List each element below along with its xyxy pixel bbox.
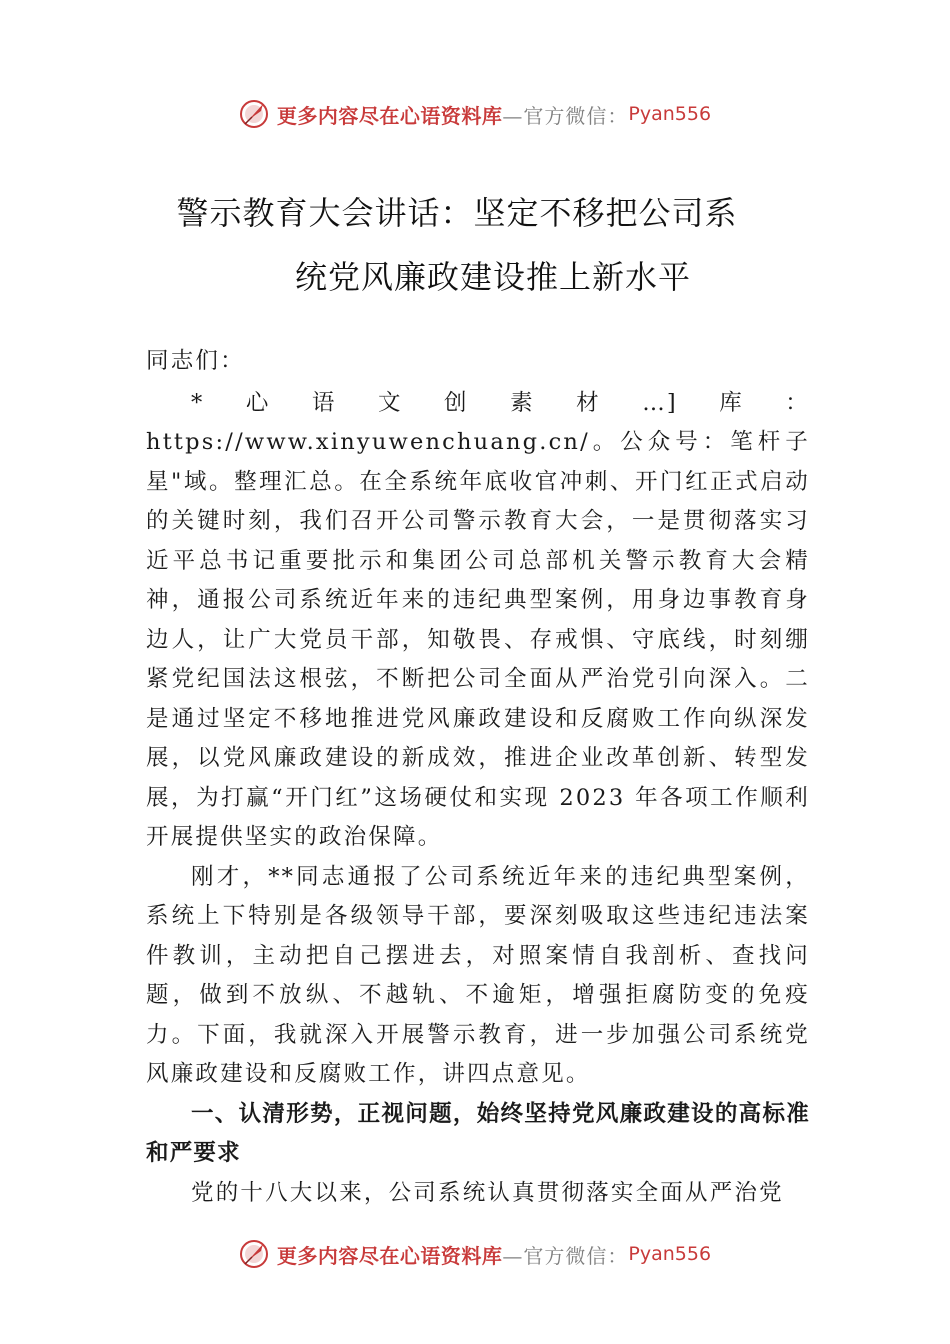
greeting: 同志们：: [146, 348, 245, 374]
document-body: [146, 342, 810, 1213]
quill-logo-icon: [239, 1239, 269, 1269]
body-paragraph-1: *心语文创素材…]库：https://www.xinyuwenchuang.cn/。公众号：笔杆子星"域。整理汇总。在全系统年底收官冲刺、开门红正式启动的关键时刻，我们召开公司警示教育大会，一是贯彻落实习近平总书记重要批示和集团公司总部机关警示教育大会精神，通报公司系统近年来的违纪典型案例，用身边事教育身边人，让广大党员干部，知敬畏、存戒惧、守底线，时刻绷紧党纪国法这根弦，不断把公司全面从严治党引向深入。二是通过坚定不移地推进党风廉政建设和反腐败工作向纵深发展，以党风廉政建设的新成效，推进企业改革创新、转型发展，为打赢“开门红”这场硬仗和实现 2023 年各项工作顺利开展提供坚实的政治保障。: [146, 389, 810, 850]
header-watermark-banner: [0, 94, 950, 134]
footer-watermark-wechat: Pyan556: [628, 1243, 712, 1265]
header-watermark-lead: 更多内容尽在心语资料库: [276, 103, 503, 128]
footer-watermark-text: [277, 1240, 711, 1269]
header-watermark-text: [277, 100, 711, 129]
footer-watermark-lead: 更多内容尽在心语资料库: [276, 1243, 503, 1268]
document-title-line-1: 警示教育大会讲话：坚定不移把公司系: [176, 194, 738, 232]
header-watermark-rest: —官方微信：: [502, 103, 629, 128]
section-paragraph-1: 党的十八大以来，公司系统认真贯彻落实全面从严治党: [191, 1179, 784, 1206]
body-paragraph-2: 刚才，**同志通报了公司系统近年来的违纪典型案例，系统上下特别是各级领导干部，要深刻吸取这些违纪违法案件教训，主动把自己摆进去，对照案情自我剖析、查找问题，做到不放纵、不越轨、不逾矩，增强拒腐防变的免疫力。下面，我就深入开展警示教育，进一步加强公司系统党风廉政建设和反腐败工作，讲四点意见。: [146, 863, 810, 1087]
quill-logo-icon: [239, 99, 269, 129]
document-title-line-2: 统党风廉政建设推上新水平: [294, 258, 691, 296]
header-watermark-wechat: Pyan556: [628, 103, 712, 125]
section-heading-1: 一、认清形势，正视问题，始终坚持党风廉政建设的高标准和严要求: [146, 1100, 810, 1166]
footer-watermark-rest: —官方微信：: [502, 1243, 629, 1268]
footer-watermark-banner: [0, 1234, 950, 1274]
